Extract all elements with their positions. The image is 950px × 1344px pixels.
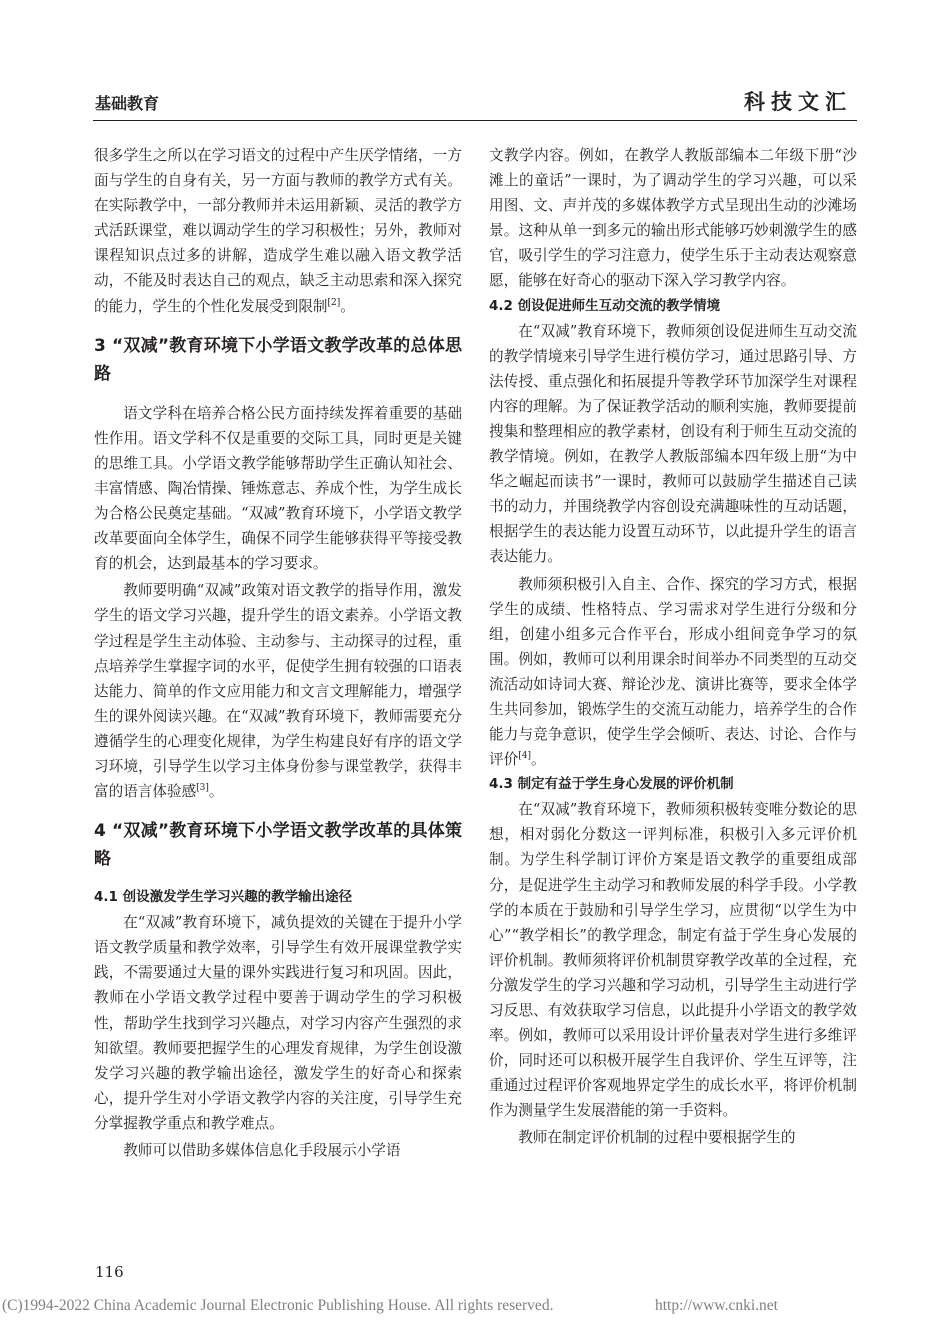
header-divider: [93, 120, 857, 121]
paragraph: 教师在制定评价机制的过程中要根据学生的: [518, 1129, 796, 1147]
paragraph: 在“双减”教育环境下，教师须积极转变唯分数论的思想，相对弱化分数这一评判标准，积极引入多元评价机制。为学生科学制订评价方案是语文教学的重要组成部分，是促进学生主动学习和教师发展的科学手段。小学教学的本质在于鼓励和引导学生学习，应贯彻“以学生为中心”“教学相长”的教学理念，制定有益于学生身心发展的评价机制。教师须将评价机制贯穿教学改革的全过程，充分激发学生的学习兴趣和学习动机，引导学生主动进行学习反思、有效获取学习信息，以此提升小学语文的教学效率。例如，教师可以采用设计评价量表对学生进行多维评价，同时还可以积极开展学生自我评价、学生互评等，注重通过过程评价客观地界定学生的成长水平，将评价机制作为测量学生发展潜能的第一手资料。: [489, 801, 857, 1120]
paragraph: [94, 578, 462, 804]
citation-ref[interactable]: [3]: [196, 783, 209, 794]
paragraph: [94, 143, 462, 319]
paragraph: 在“双减”教育环境下，减负提效的关键在于提升小学语文教学质量和教学效率，引导学生有效开展课堂教学实践，不需要通过大量的课外实践进行复习和巩固。因此，教师在小学语文教学过程中要善于调动学生的学习积极性，帮助学生找到学习兴趣点，对学习内容产生强烈的求知欲望。教师要把握学生的心理发育规律，为学生创设激发学习兴趣的教学输出途径，激发学生的好奇心和探索心，提升学生对小学语文教学内容的关注度，引导学生充分掌握教学重点和教学难点。: [94, 914, 462, 1132]
paragraph-end: 。: [208, 783, 224, 801]
paragraph-end: 。: [340, 297, 355, 315]
page-number: 116: [95, 1263, 124, 1281]
journal-logo: 科技文汇: [744, 89, 852, 114]
header-section-title: 基础教育: [95, 94, 160, 113]
paragraph-text: 教师要明确“双减”政策对语文教学的指导作用，激发学生的语文学习兴趣，提升学生的语文素养。小学语文教学过程是学生主动体验、主动参与、主动探寻的过程，重点培养学生掌握字词的水平，促使学生拥有较强的口语表达能力、简单的作文应用能力和文言文理解能力，增强学生的课外阅读兴趣。在“双减”教育环境下，教师需要充分遵循学生的心理变化规律，为学生构建良好有序的语文学习环境，引导学生以学习主体身份参与课堂教学，获得丰富的语言体验感: [94, 582, 462, 801]
publisher-url[interactable]: http://www.cnki.net: [655, 1297, 778, 1314]
copyright-notice: (C)1994-2022 China Academic Journal Electronic Publishing House. All rights reserved.: [2, 1297, 554, 1314]
citation-ref[interactable]: [4]: [518, 751, 531, 762]
citation-ref[interactable]: [2]: [327, 297, 341, 308]
subsection-heading-4-2: 4.2 创设促进师生互动交流的教学情境: [489, 297, 721, 314]
paragraph: 语文学科在培养合格公民方面持续发挥着重要的基础性作用。语文学科不仅是重要的交际工具，同时更是关键的思维工具。小学语文教学能够帮助学生正确认知社会、丰富情感、陶冶情操、锤炼意志、养成个性，为学生成长为合格公民奠定基础。“双减”教育环境下，小学语文教学改革要面向全体学生，确保不同学生能够获得平等接受教育的机会，达到最基本的学习要求。: [94, 404, 462, 573]
section-heading-3: 3 “双减”教育环境下小学语文教学改革的总体思路: [94, 335, 462, 384]
subsection-heading-4-3: 4.3 制定有益于学生身心发展的评价机制: [489, 776, 734, 793]
paragraph-end: 。: [530, 751, 546, 769]
paragraph: [489, 572, 857, 773]
section-heading-4: 4 “双减”教育环境下小学语文教学改革的具体策略: [94, 821, 462, 870]
paragraph: 文教学内容。例如，在教学人教版部编本二年级下册“沙滩上的童话”一课时，为了调动学生的学习兴趣，可以采用图、文、声并茂的多媒体教学方式呈现出生动的沙滩场景。这种从单一到多元的输出形式能够巧妙刺激学生的感官，吸引学生的学习注意力，使学生乐于主动表达观察意愿，能够在好奇心的驱动下深入学习教学内容。: [489, 147, 857, 290]
subsection-heading-4-1: 4.1 创设激发学生学习兴趣的教学输出途径: [94, 889, 353, 906]
paragraph-text: 教师须积极引入自主、合作、探究的学习方式，根据学生的成绩、性格特点、学习需求对学生进行分级和分组，创建小组多元合作平台，形成小组间竞争学习的氛围。例如，教师可以利用课余时间举办不同类型的互动交流活动如诗词大赛、辩论沙龙、演讲比赛等，要求全体学生共同参加，锻炼学生的交流互动能力，培养学生的合作能力与竞争意识，使学生学会倾听、表达、讨论、合作与评价: [489, 575, 857, 769]
left-column: [94, 143, 462, 1163]
right-column: [489, 143, 857, 1151]
paragraph-text: 很多学生之所以在学习语文的过程中产生厌学情绪，一方面与学生的自身有关，另一方面与教师的教学方式有关。在实际教学中，一部分教师并未运用新颖、灵活的教学方式活跃课堂，难以调动学生的学习积极性；另外，教师对课程知识点过多的讲解，造成学生难以融入语文教学活动，不能及时表达自己的观点，缺乏主动思索和深入探究的能力，学生的个性化发展受到限制: [94, 147, 462, 315]
paragraph: 教师可以借助多媒体信息化手段展示小学语: [123, 1142, 401, 1159]
paragraph: 在“双减”教育环境下，教师须创设促进师生互动交流的教学情境来引导学生进行模仿学习，通过思路引导、方法传授、重点强化和拓展提升等教学环节加深学生对课程内容的理解。为了保证教学活动的顺利实施，教师要提前搜集和整理相应的教学素材，创设有利于师生互动交流的教学情境。例如，在教学人教版部编本四年级上册“为中华之崛起而读书”一课时，教师可以鼓励学生描述自己读书的动力，并围绕教学内容创设充满趣味性的互动话题，根据学生的表达能力设置互动环节，以此提升学生的语言表达能力。: [489, 322, 857, 566]
